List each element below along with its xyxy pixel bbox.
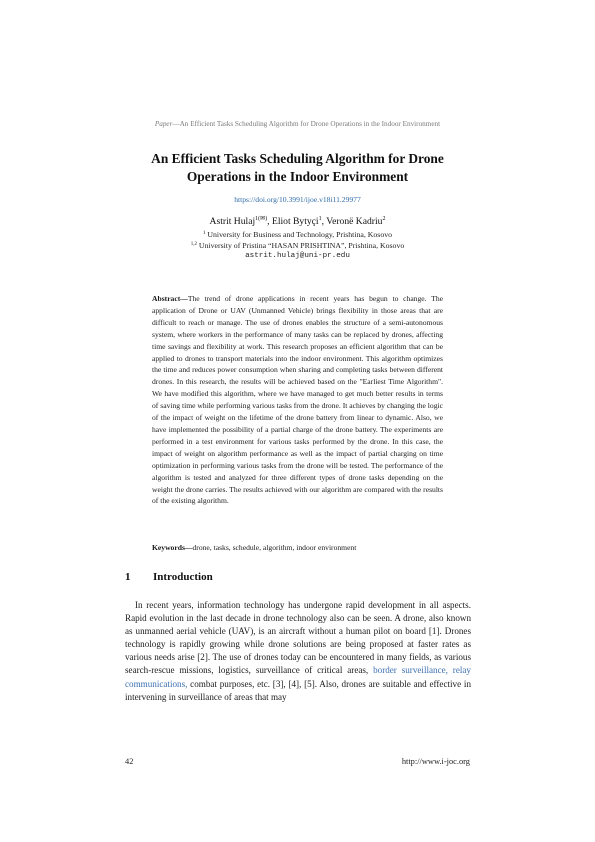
affiliation-text: University of Pristina “HASAN PRISHTINA”, Prishtina, Kosovo <box>196 241 405 250</box>
paper-title <box>110 150 485 186</box>
affiliation-text: University for Business and Technology, Prishtina, Kosovo <box>205 230 393 239</box>
footer-url[interactable]: http://www.i-joc.org <box>401 757 470 766</box>
affiliation-1 <box>0 230 595 239</box>
body-text-part-2: combat purposes, etc. [3], [4], [5]. Also, drones are suitable and effective in intervening in surveillance of areas that may <box>125 678 471 702</box>
author-affiliation-mark: 1(✉) <box>255 216 268 222</box>
affiliation-2 <box>0 241 595 250</box>
author-separator: , <box>267 216 272 227</box>
page-number: 42 <box>125 757 134 766</box>
author-name: Astrit Hulaj <box>209 216 256 227</box>
keywords <box>152 543 443 552</box>
author-separator: , <box>321 216 327 227</box>
body-text-highlight: border surveillance, relay communications, <box>125 665 471 689</box>
keywords-text: drone, tasks, schedule, algorithm, indoor environment <box>192 543 357 552</box>
abstract-text: The trend of drone applications in recent years has begun to change. The application of Drone or UAV (Unmanned Vehicle) brings flexibility in those areas that are difficult to reach or manage. The use of drones enables the structure of a semi-autonomous system, where workers in the performance of many tasks can be replaced by drones, affecting time savings and flexibility at work. This research proposes an efficient algorithm that can be applied to drones to transport materials into the indoor environment. This algorithm optimizes the time and reduces power consumption when sharing and completing tasks between different drones. In this research, the results will be achieved based on the "Earliest Time Algorithm". We have modified this algorithm, where we have managed to get much better results in terms of saving time while performing various tasks from the drone. It achieves by changing the logic of the impact of weight on the lifetime of the drone battery from linear to dynamic. Also, we have implemented the possibility of a partial charge of the drone battery. The experiments are performed in a test environment for various tasks performed by the drone. In this case, the impact of weight on algorithm performance as well as the impact of partial charging on time optimization in performing various tasks from the drone will be tested. The performance of the algorithm is tested and analyzed for three different types of drone tasks depending on the weight the drone carries. The results achieved with our algorithm are compared with the results of the existing algorithm. <box>152 294 443 506</box>
author-affiliation-mark: 2 <box>382 216 386 222</box>
running-head-lead: Paper <box>154 120 173 128</box>
doi-link[interactable]: https://doi.org/10.3991/ijoe.v18i11.29977 <box>234 195 361 204</box>
body-paragraph <box>125 599 471 704</box>
author-name: Veronë Kadriu <box>326 216 383 227</box>
author-affiliation-mark: 1 <box>318 216 322 222</box>
abstract <box>152 293 443 507</box>
affiliation-mark: 1 <box>202 231 206 236</box>
running-head <box>0 120 595 128</box>
author-list <box>0 215 595 227</box>
paper-title-line-1: An Efficient Tasks Scheduling Algorithm for Drone <box>151 151 444 166</box>
section-title: Introduction <box>153 571 213 583</box>
running-head-title: —An Efficient Tasks Scheduling Algorithm for Drone Operations in the Indoor Environment <box>172 120 441 128</box>
abstract-label: Abstract— <box>152 294 188 303</box>
author-name: Eliot Bytyçi <box>271 216 319 227</box>
author-email[interactable]: astrit.hulaj@uni-pr.edu <box>245 252 350 260</box>
affiliation-mark: 1,2 <box>190 242 197 247</box>
keywords-label: Keywords— <box>152 543 193 552</box>
body-text-part-1: In recent years, information technology has undergone rapid development in all aspects. Rapid evolution in the last decade in drone technology also can be seen. A drone, also known as unmanned aerial vehicle (UAV), is an aircraft without a human pilot on board [1]. Drones technology is rapidly growing while drone solutions are being proposed at faster rates as various needs arise [2]. The use of drones today can be encountered in many fields, as various search-rescue missions, logistics, surveillance of critical areas, <box>125 600 471 676</box>
paper-title-line-2: Operations in the Indoor Environment <box>186 169 409 184</box>
section-number: 1 <box>125 571 131 583</box>
section-heading-introduction <box>125 571 470 583</box>
